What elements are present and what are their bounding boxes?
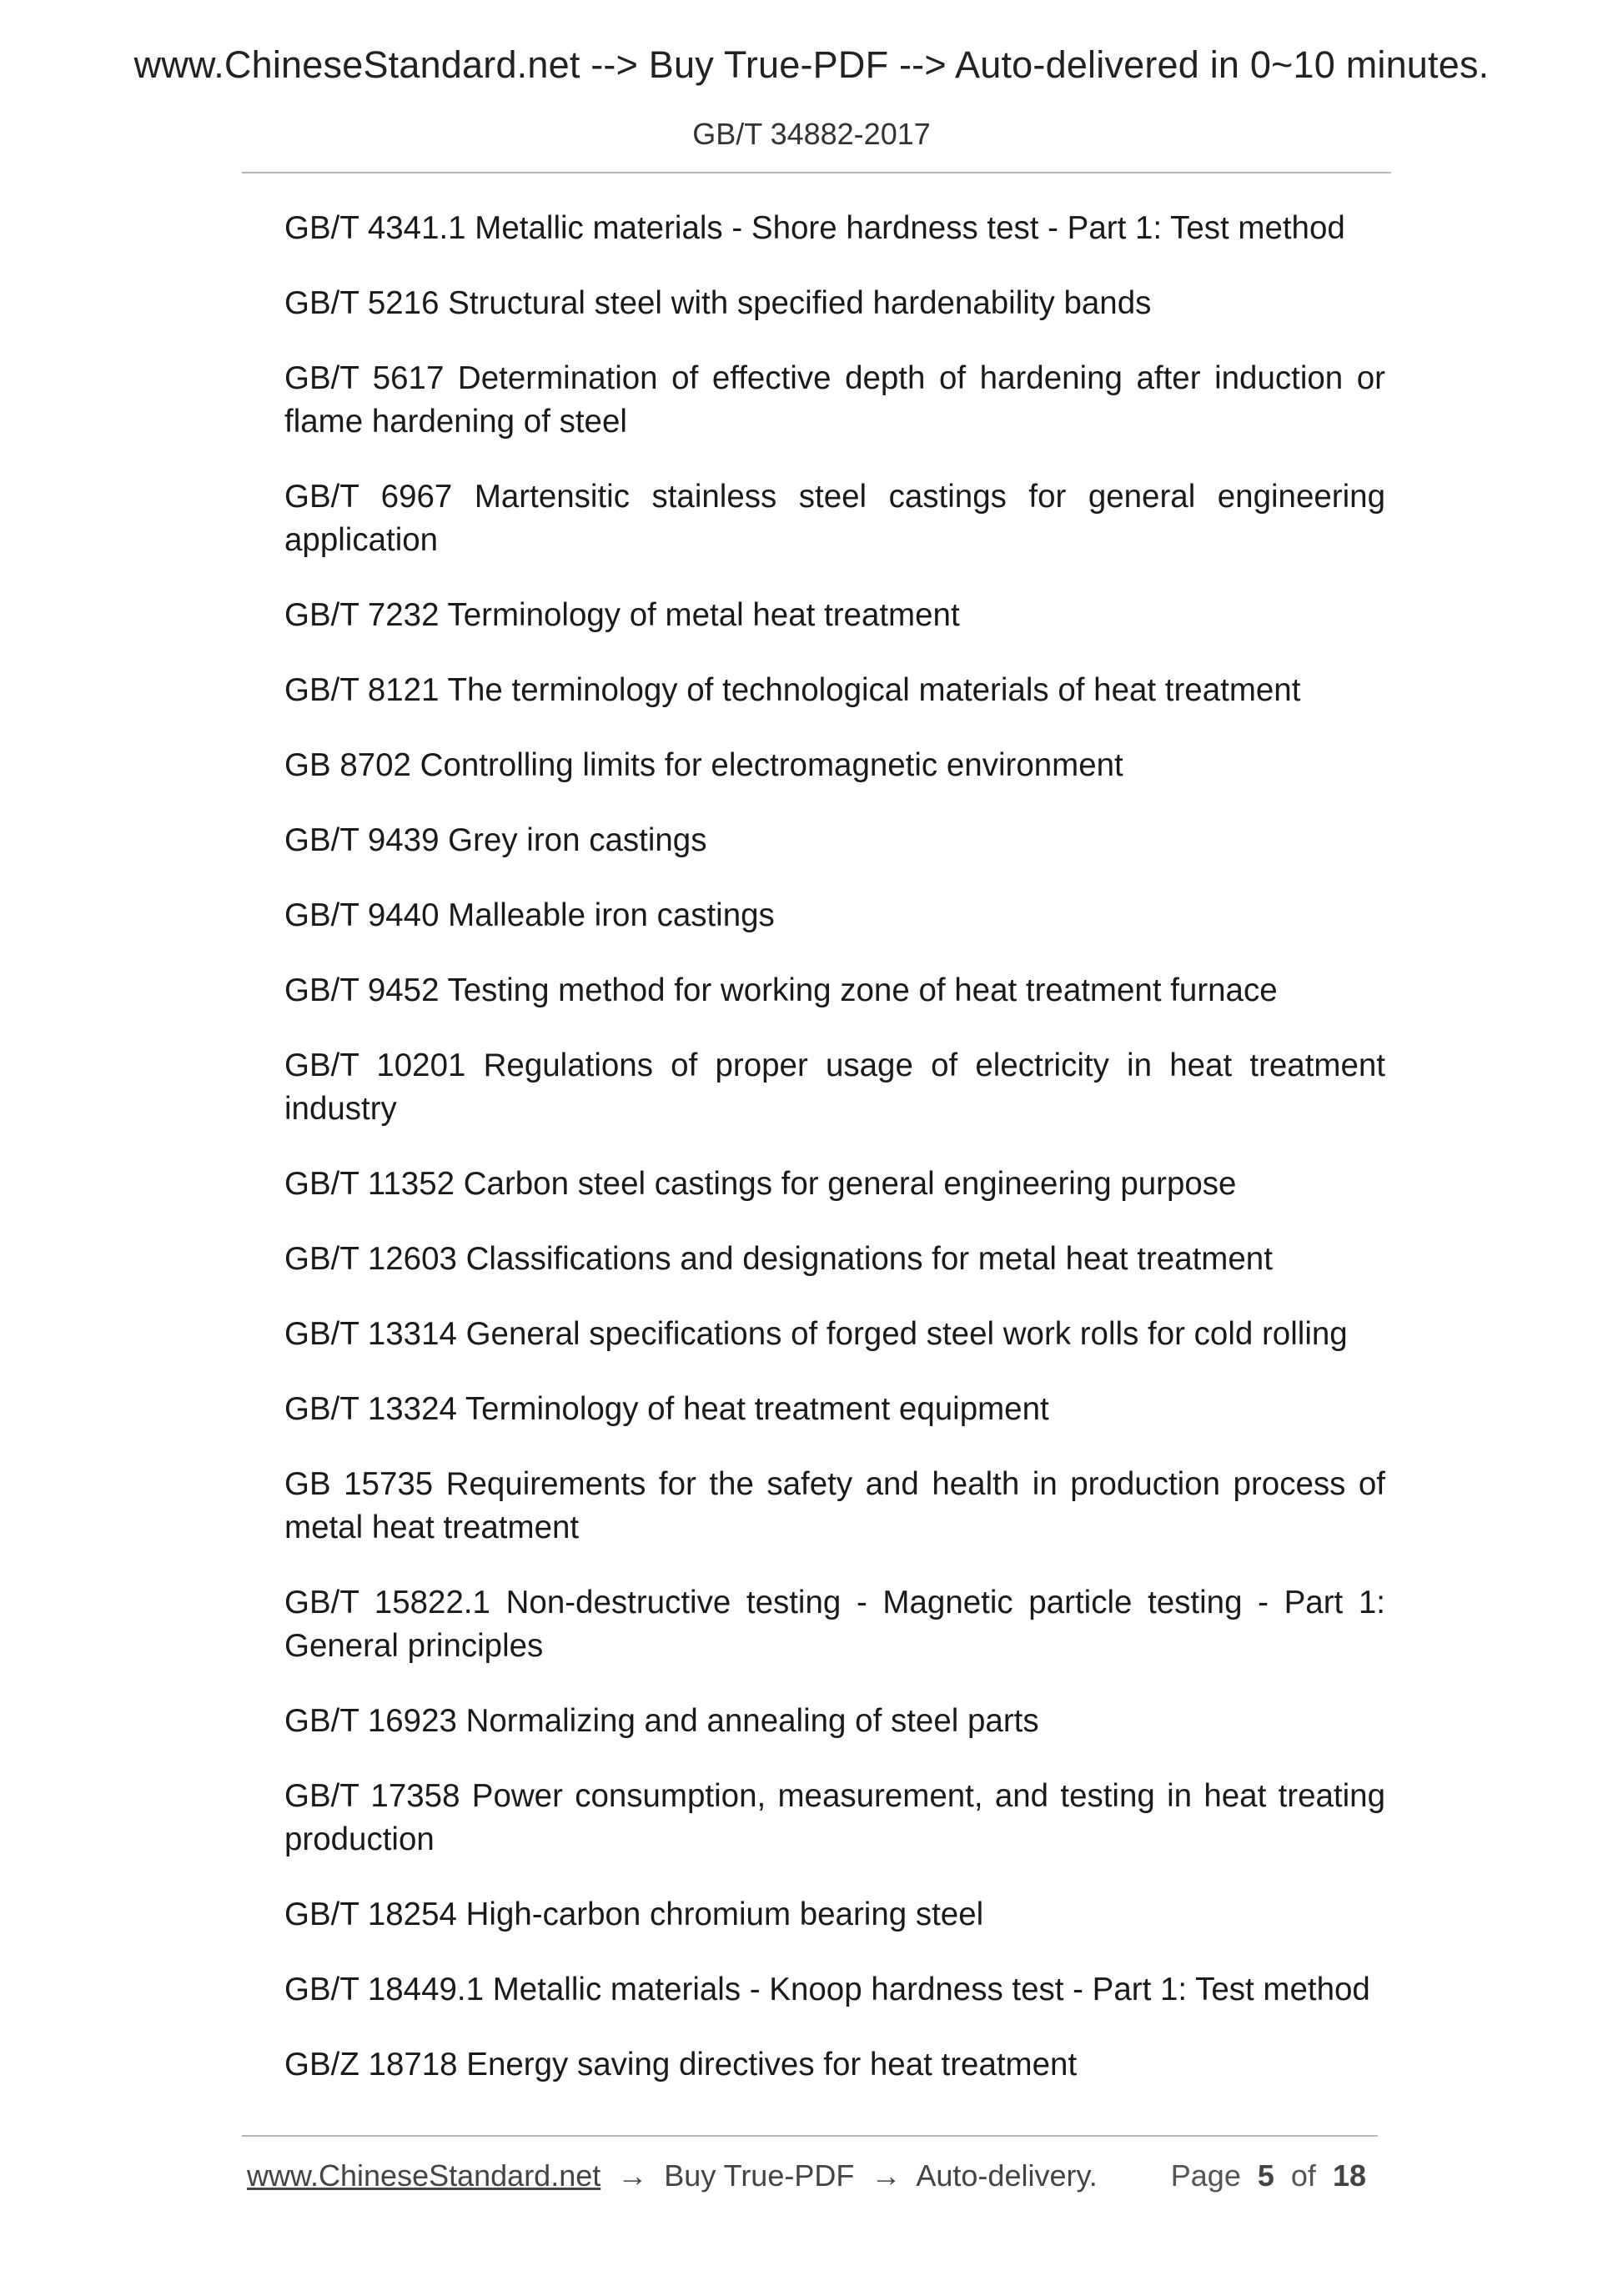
footer-promo xyxy=(247,2158,1098,2193)
footer-divider xyxy=(242,2135,1378,2137)
reference-item: GB 15735 Requirements for the safety and health in production process of metal heat treatment xyxy=(284,1466,1385,1545)
header-divider xyxy=(242,172,1391,173)
site-link[interactable]: www.ChineseStandard.net xyxy=(247,2158,601,2193)
reference-item: GB/T 5216 Structural steel with specified hardenability bands xyxy=(284,285,1152,321)
reference-item: GB/T 9452 Testing method for working zone of heat treatment furnace xyxy=(284,972,1278,1008)
reference-item: GB/T 9439 Grey iron castings xyxy=(284,822,707,858)
reference-item: GB/T 6967 Martensitic stainless steel castings for general engineering application xyxy=(284,479,1385,558)
reference-item: GB/T 5617 Determination of effective depth of hardening after induction or flame hardening of steel xyxy=(284,360,1385,440)
reference-item: GB/T 17358 Power consumption, measurement, and testing in heat treating production xyxy=(284,1778,1385,1857)
reference-item: GB/T 9440 Malleable iron castings xyxy=(284,897,775,933)
buy-text: Buy True-PDF xyxy=(664,2158,855,2193)
page-indicator xyxy=(1171,2158,1374,2193)
reference-item: GB/T 8121 The terminology of technological materials of heat treatment xyxy=(284,672,1301,708)
arrow-right-icon: → xyxy=(871,2158,902,2193)
reference-item: GB 8702 Controlling limits for electromagnetic environment xyxy=(284,747,1123,783)
reference-item: GB/T 16923 Normalizing and annealing of steel parts xyxy=(284,1703,1039,1739)
page-current: 5 xyxy=(1257,2158,1274,2193)
arrow-right-icon: → xyxy=(617,2158,648,2193)
page-of: of xyxy=(1290,2158,1316,2193)
page-total: 18 xyxy=(1332,2158,1366,2193)
page-label: Page xyxy=(1170,2158,1241,2193)
reference-item: GB/T 10201 Regulations of proper usage of electricity in heat treatment industry xyxy=(284,1048,1385,1127)
delivery-text: Auto-delivery. xyxy=(916,2158,1098,2193)
reference-item: GB/Z 18718 Energy saving directives for heat treatment xyxy=(284,2047,1078,2082)
normative-references-list xyxy=(284,207,1385,2118)
reference-item: GB/T 18254 High-carbon chromium bearing steel xyxy=(284,1897,984,1932)
reference-item: GB/T 7232 Terminology of metal heat treatment xyxy=(284,597,960,633)
reference-item: GB/T 4341.1 Metallic materials - Shore hardness test - Part 1: Test method xyxy=(284,210,1345,246)
reference-item: GB/T 13324 Terminology of heat treatment equipment xyxy=(284,1391,1049,1427)
reference-item: GB/T 18449.1 Metallic materials - Knoop hardness test - Part 1: Test method xyxy=(284,1972,1370,2007)
reference-item: GB/T 13314 General specifications of forged steel work rolls for cold rolling xyxy=(284,1316,1348,1352)
reference-item: GB/T 11352 Carbon steel castings for general engineering purpose xyxy=(284,1166,1237,1202)
reference-item: GB/T 15822.1 Non-destructive testing - Magnetic particle testing - Part 1: General principles xyxy=(284,1585,1385,1664)
top-banner: www.ChineseStandard.net --> Buy True-PDF --> Auto-delivered in 0~10 minutes. xyxy=(133,43,1490,86)
reference-item: GB/T 12603 Classifications and designations for metal heat treatment xyxy=(284,1241,1273,1277)
document-code: GB/T 34882-2017 xyxy=(692,117,931,151)
